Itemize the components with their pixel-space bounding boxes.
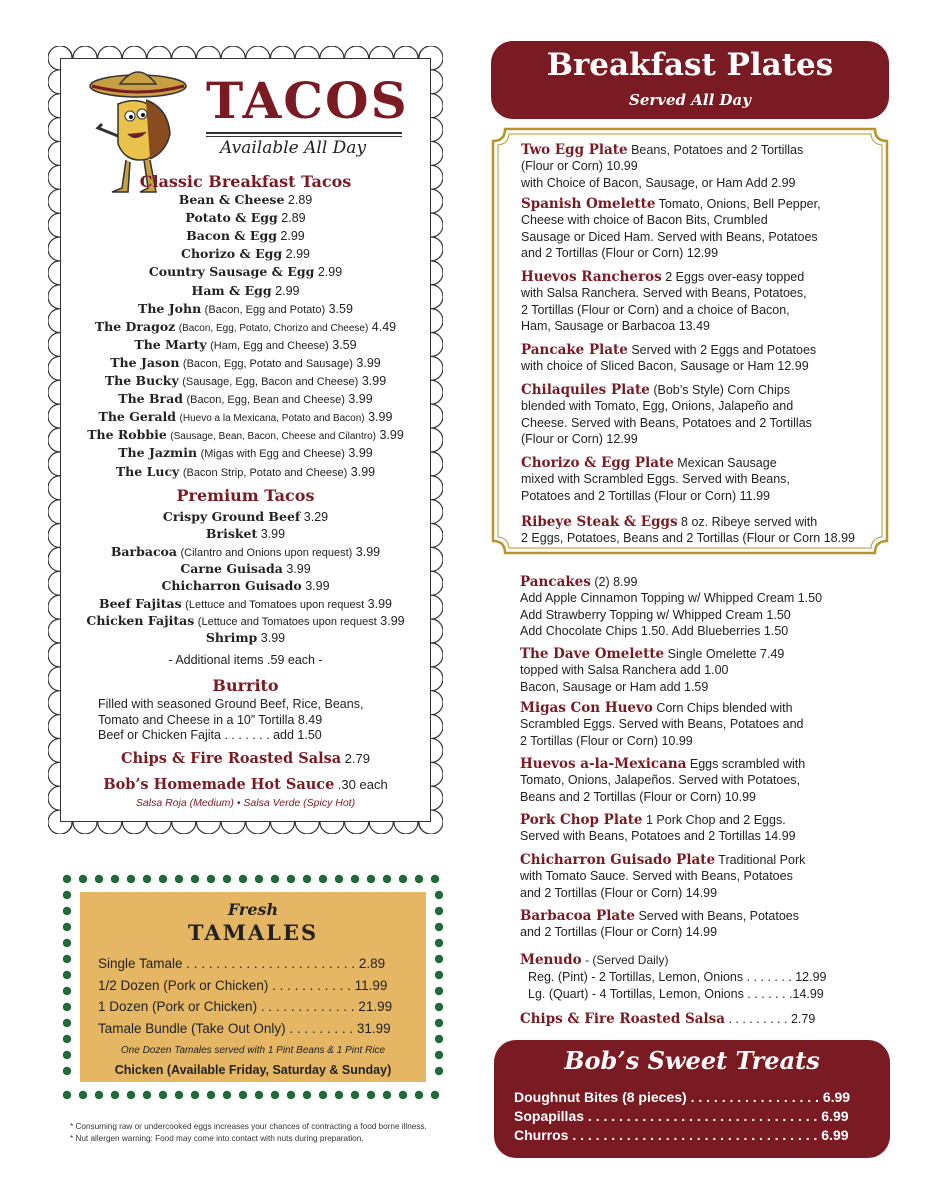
classic-taco-item (48, 373, 443, 388)
burrito-heading: Burrito (212, 676, 279, 695)
breakfast-plate-desc: 2 Eggs over-easy topped (665, 270, 805, 284)
classic-taco-price: 3.99 (348, 446, 373, 461)
classic-taco-price: 2.99 (275, 283, 300, 298)
breakfast-plate-item (521, 382, 790, 398)
tamale-item: 1 Dozen (Pork or Chicken) . . . . . . . . . . . . . 21.99 (98, 999, 393, 1014)
breakfast-plate-desc: Mexican Sausage (677, 456, 777, 470)
border-dot (399, 1091, 407, 1099)
border-dot (399, 875, 407, 883)
classic-taco-desc: (Bacon, Egg and Potato) (204, 303, 326, 316)
border-dot (79, 875, 87, 883)
premium-taco-item (48, 630, 443, 645)
menudo-name: Menudo (520, 952, 582, 968)
classic-taco-item (48, 464, 443, 479)
premium-taco-name: Chicken Fajitas (86, 612, 195, 628)
tacos-chips-price: 2.79 (344, 751, 370, 766)
classic-taco-name: The Brad (118, 391, 183, 407)
classic-taco-item (48, 337, 443, 352)
breakfast-plate-item (521, 514, 817, 530)
tacos-chips-line (48, 750, 443, 767)
classic-taco-desc: (Huevo a la Mexicana, Potato and Bacon) (179, 413, 365, 425)
classic-taco-price: 2.89 (281, 211, 306, 226)
border-dot (435, 907, 443, 915)
breakfast-dish-name: Pork Chop Plate (520, 812, 643, 828)
breakfast-dish-desc-line: Add Apple Cinnamon Topping w/ Whipped Cream 1.50 (520, 590, 823, 605)
breakfast-plate-desc-line: Cheese. Served with Beans, Potatoes and 2 Tortillas (521, 415, 812, 430)
classic-taco-price: 3.59 (332, 337, 357, 352)
premium-taco-name: Barbacoa (110, 543, 177, 559)
classic-taco-desc: (Migas with Egg and Cheese) (200, 448, 345, 461)
breakfast-plate-item (521, 142, 803, 158)
breakfast-dish-name: Barbacoa Plate (520, 908, 635, 924)
classic-taco-item (48, 192, 443, 207)
border-dot (207, 1091, 215, 1099)
breakfast-dish-desc-line: Bacon, Sausage or Ham add 1.59 (520, 679, 709, 694)
premium-taco-name: Carne Guisada (180, 560, 283, 576)
breakfast-plate-name: Huevos Rancheros (521, 269, 662, 285)
breakfast-subtitle: Served All Day (629, 91, 751, 109)
border-dot (63, 907, 71, 915)
classic-taco-price: 4.49 (371, 319, 397, 334)
breakfast-dish-desc: Eggs scrambled with (689, 757, 806, 771)
border-dot (351, 1091, 359, 1099)
classic-taco-price: 3.99 (356, 355, 381, 370)
tacos-panel (48, 46, 443, 834)
classic-taco-name: Bean & Cheese (178, 192, 285, 207)
border-dot (111, 1091, 119, 1099)
breakfast-dish-desc: Traditional Pork (718, 853, 806, 867)
breakfast-dish-name: Migas Con Huevo (520, 700, 653, 716)
classic-taco-item (48, 319, 443, 334)
breakfast-dish-desc-line: Tomato, Onions, Jalapeños. Served with Potatoes, (520, 772, 801, 787)
classic-taco-desc: (Bacon, Egg, Potato, Chorizo and Cheese) (178, 322, 369, 334)
classic-taco-item (48, 355, 443, 370)
premium-taco-price: 3.99 (260, 527, 286, 542)
classic-taco-price: 2.89 (287, 193, 313, 207)
border-dot (303, 875, 311, 883)
border-dot (159, 875, 167, 883)
breakfast-chips-price: . . . . . . . . . 2.79 (728, 1012, 816, 1026)
tamales-inner-box (80, 892, 426, 1082)
tamales-panel (60, 872, 446, 1102)
classic-taco-price: 3.99 (361, 374, 387, 388)
border-dot (415, 1091, 423, 1099)
premium-taco-item (48, 561, 443, 576)
breakfast-dish-desc-line: Add Chocolate Chips 1.50. Add Blueberries 1.50 (520, 624, 789, 639)
border-dot (255, 1091, 263, 1099)
treat-doughnut-bites: Doughnut Bites (8 pieces) . . . . . . . . . . . . . . . . . 6.99 (514, 1089, 851, 1105)
breakfast-plate-name: Pancake Plate (521, 342, 628, 358)
border-dot (127, 875, 135, 883)
classic-taco-name: The Robbie (87, 427, 167, 443)
breakfast-plate-item (521, 455, 777, 471)
breakfast-plate-desc-line: 2 Tortillas (Flour or Corn) and a choice of Bacon, (521, 302, 790, 317)
classic-taco-price: 3.99 (379, 428, 404, 443)
breakfast-dish-item (520, 908, 799, 924)
premium-taco-price: 3.99 (260, 631, 286, 646)
breakfast-plate-desc-line: (Flour or Corn) 10.99 (521, 158, 638, 173)
border-dot (335, 875, 343, 883)
border-dot (435, 1003, 443, 1011)
tamale-item: 1/2 Dozen (Pork or Chicken) . . . . . . . . . . . 11.99 (98, 977, 388, 993)
border-dot (383, 1091, 391, 1099)
breakfast-dish-name: Chicharron Guisado Plate (520, 852, 716, 868)
breakfast-plate-desc-line: Cheese with choice of Bacon Bits, Crumbled (521, 212, 768, 227)
classic-taco-item (48, 391, 443, 406)
breakfast-dish-desc-line: Add Strawberry Topping w/ Whipped Cream 1.50 (520, 607, 791, 622)
border-dot (431, 1091, 439, 1099)
tacos-title: TACOS (206, 71, 409, 130)
title-rule-bottom (206, 136, 402, 137)
border-dot (95, 1091, 103, 1099)
breakfast-dish-desc: Single Omelette 7.49 (667, 647, 785, 661)
breakfast-dish-item (520, 700, 793, 716)
breakfast-plate-desc-line: blended with Tomato, Egg, Onions, Jalapeño and (521, 398, 794, 413)
footnote-eggs: * Consuming raw or undercooked eggs increases your chances of contracting a food borne illness. (70, 1122, 427, 1131)
classic-taco-item (48, 427, 443, 442)
border-dot (223, 875, 231, 883)
breakfast-plate-name: Ribeye Steak & Eggs (521, 514, 678, 530)
classic-taco-price: 3.99 (348, 392, 373, 407)
border-dot (271, 1091, 279, 1099)
breakfast-plate-desc: Beans, Potatoes and 2 Tortillas (631, 143, 804, 157)
classic-taco-price: 3.99 (368, 410, 393, 425)
border-dot (255, 875, 263, 883)
border-dot (335, 1091, 343, 1099)
classic-heading: Classic Breakfast Tacos (139, 172, 352, 191)
sweet-treats-title: Bob’s Sweet Treats (564, 1046, 820, 1075)
border-dot (95, 875, 103, 883)
classic-taco-name: The Jason (110, 354, 180, 370)
breakfast-dish-name: The Dave Omelette (520, 646, 665, 662)
border-dot (63, 971, 71, 979)
classic-taco-name: Bacon & Egg (186, 228, 277, 244)
tamale-item: Tamale Bundle (Take Out Only) . . . . . . . . . 31.99 (98, 1020, 391, 1036)
border-dot (239, 1091, 247, 1099)
border-dot (175, 875, 183, 883)
classic-taco-name: The John (138, 300, 202, 316)
border-dot (239, 875, 247, 883)
border-dot (63, 1051, 71, 1059)
breakfast-dish-desc: Corn Chips blended with (656, 701, 793, 715)
classic-taco-name: The Bucky (104, 373, 179, 388)
border-dot (367, 1091, 375, 1099)
premium-taco-item (48, 613, 443, 628)
tamales-chicken-note: Chicken (Available Friday, Saturday & Sunday) (114, 1063, 392, 1077)
border-dot (435, 939, 443, 947)
border-dot (435, 1067, 443, 1075)
tamale-item: Single Tamale . . . . . . . . . . . . . . . . . . . . . . . 2.89 (98, 956, 386, 971)
breakfast-plate-item (521, 342, 816, 358)
breakfast-plate-desc: Served with 2 Eggs and Potatoes (631, 343, 817, 357)
breakfast-plate-desc-line: Ham, Sausage or Barbacoa 13.49 (521, 319, 711, 334)
premium-taco-price: 3.99 (286, 561, 311, 576)
breakfast-dish-item (520, 574, 637, 590)
border-dot (63, 987, 71, 995)
border-dot (63, 1067, 71, 1075)
breakfast-dish-desc-line: Scrambled Eggs. Served with Beans, Potatoes and (520, 716, 804, 731)
classic-taco-name: The Gerald (98, 409, 177, 425)
premium-taco-price: 3.99 (367, 596, 392, 611)
border-dot (435, 923, 443, 931)
breakfast-plate-desc: (Bob’s Style) Corn Chips (653, 383, 790, 397)
premium-taco-item (48, 596, 443, 611)
border-dot (79, 1091, 87, 1099)
breakfast-dish-item (520, 852, 805, 868)
premium-taco-name: Shrimp (205, 630, 258, 646)
breakfast-dish-desc-line: topped with Salsa Ranchera add 1.00 (520, 662, 729, 677)
classic-taco-item (48, 301, 443, 316)
breakfast-plate-desc-line: Potatoes and 2 Tortillas (Flour or Corn) 11.99 (521, 488, 770, 503)
classic-taco-name: Chorizo & Egg (181, 246, 283, 262)
premium-taco-name: Chicharron Guisado (161, 578, 302, 594)
classic-taco-price: 2.99 (280, 229, 305, 244)
classic-taco-price: 2.99 (285, 247, 310, 262)
classic-taco-item (48, 409, 443, 424)
breakfast-plate-item (521, 196, 821, 212)
classic-taco-price: 3.59 (328, 301, 353, 316)
breakfast-chips-line (520, 1011, 815, 1027)
border-dot (287, 875, 295, 883)
breakfast-dish-desc-line: Served with Beans, Potatoes and 2 Tortillas 14.99 (520, 828, 796, 843)
classic-taco-name: Ham & Egg (191, 282, 272, 298)
border-dot (63, 923, 71, 931)
premium-taco-name: Crispy Ground Beef (162, 509, 301, 524)
breakfast-plate-desc-line: 2 Eggs, Potatoes, Beans and 2 Tortillas (Flour or Corn 18.99 (521, 530, 855, 545)
breakfast-plate-desc-line: Sausage or Diced Ham. Served with Beans, Potatoes (521, 229, 818, 244)
premium-taco-price: 3.99 (355, 544, 381, 559)
additional-items-note: - Additional items .59 each - (168, 653, 323, 667)
breakfast-plate-name: Chorizo & Egg Plate (521, 455, 674, 471)
classic-taco-name: The Dragoz (94, 318, 176, 334)
border-dot (159, 1091, 167, 1099)
classic-taco-desc: (Sausage, Egg, Bacon and Cheese) (182, 376, 359, 388)
hot-sauce-name: Bob’s Homemade Hot Sauce (103, 776, 335, 793)
breakfast-plate-desc-line: with choice of Sliced Bacon, Sausage or Ham 12.99 (521, 358, 809, 373)
classic-taco-desc: (Bacon Strip, Potato and Cheese) (182, 466, 348, 479)
breakfast-plate-desc-line: (Flour or Corn) 12.99 (521, 432, 638, 447)
border-dot (367, 875, 375, 883)
border-dot (223, 1091, 231, 1099)
breakfast-dish-desc-line: 2 Tortillas (Flour or Corn) 10.99 (520, 733, 693, 748)
border-dot (435, 1051, 443, 1059)
breakfast-plate-desc-line: and 2 Tortillas (Flour or Corn) 12.99 (521, 246, 719, 261)
hot-sauce-line (48, 776, 443, 793)
classic-taco-name: The Marty (134, 336, 207, 352)
border-dot (63, 891, 71, 899)
salsa-options: Salsa Roja (Medium) • Salsa Verde (Spicy Hot) (135, 797, 356, 809)
classic-taco-price: 2.99 (317, 265, 343, 280)
border-dot (319, 1091, 327, 1099)
border-dot (383, 875, 391, 883)
premium-taco-item (48, 578, 443, 593)
classic-taco-price: 3.99 (350, 464, 376, 479)
menudo-lg: Lg. (Quart) - 4 Tortillas, Lemon, Onions . . . . . . .14.99 (528, 987, 824, 1001)
border-dot (111, 875, 119, 883)
border-dot (431, 875, 439, 883)
treat-churros: Churros . . . . . . . . . . . . . . . . . . . . . . . . . . . . . . . . 6.99 (514, 1127, 849, 1143)
premium-taco-desc: (Cilantro and Onions upon request) (180, 546, 353, 559)
hot-sauce-price: .30 each (337, 777, 388, 792)
breakfast-dish-desc: 1 Pork Chop and 2 Eggs. (646, 813, 786, 827)
burrito-line: Filled with seasoned Ground Beef, Rice, Beans, (98, 697, 364, 711)
border-dot (303, 1091, 311, 1099)
premium-taco-price: 3.99 (305, 579, 330, 594)
border-dot (127, 1091, 135, 1099)
breakfast-plate-desc-line: with Choice of Bacon, Sausage, or Ham Add 2.99 (521, 175, 796, 190)
border-dot (435, 987, 443, 995)
breakfast-dish-desc-line: Beans and 2 Tortillas (Flour or Corn) 10.99 (520, 789, 756, 804)
breakfast-dish-desc: (2) 8.99 (594, 575, 638, 589)
border-dot (351, 875, 359, 883)
premium-taco-item (48, 526, 443, 541)
breakfast-plate-desc-line: with Salsa Ranchera. Served with Beans, Potatoes, (521, 285, 807, 300)
menudo-note: - (Served Daily) (585, 953, 669, 967)
border-dot (63, 1035, 71, 1043)
classic-taco-name: The Jazmin (118, 445, 198, 461)
breakfast-header (491, 41, 889, 119)
border-dot (435, 955, 443, 963)
premium-taco-price: 3.29 (303, 510, 329, 524)
classic-taco-desc: (Sausage, Bean, Bacon, Cheese and Cilantro) (170, 431, 376, 443)
border-dot (435, 971, 443, 979)
border-dot (63, 939, 71, 947)
border-dot (63, 1003, 71, 1011)
breakfast-dish-desc-line: and 2 Tortillas (Flour or Corn) 14.99 (520, 885, 718, 900)
border-dot (143, 875, 151, 883)
border-dot (207, 875, 215, 883)
breakfast-dish-desc: Served with Beans, Potatoes (638, 909, 799, 923)
tamales-note: One Dozen Tamales served with 1 Pint Beans & 1 Pint Rice (120, 1045, 386, 1056)
premium-taco-name: Brisket (205, 526, 258, 542)
border-dot (435, 1019, 443, 1027)
breakfast-plate-desc: 8 oz. Ribeye served with (681, 515, 818, 529)
classic-taco-name: The Lucy (115, 463, 180, 479)
border-dot (319, 875, 327, 883)
border-dot (63, 1019, 71, 1027)
classic-taco-desc: (Ham, Egg and Cheese) (210, 339, 329, 352)
breakfast-plate-name: Chilaquiles Plate (521, 382, 650, 398)
breakfast-plate-name: Two Egg Plate (521, 142, 628, 158)
menudo-heading (520, 952, 668, 968)
border-dot (435, 891, 443, 899)
premium-heading: Premium Tacos (176, 486, 315, 505)
premium-taco-price: 3.99 (380, 613, 405, 628)
breakfast-dish-item (520, 646, 784, 662)
breakfast-dish-desc-line: and 2 Tortillas (Flour or Corn) 14.99 (520, 924, 718, 939)
classic-taco-item (48, 264, 443, 279)
tacos-chips-name: Chips & Fire Roasted Salsa (121, 750, 342, 767)
classic-taco-item (48, 228, 443, 243)
border-dot (191, 875, 199, 883)
classic-taco-name: Country Sausage & Egg (148, 264, 315, 280)
breakfast-plate-desc: Tomato, Onions, Bell Pepper, (658, 197, 821, 211)
breakfast-plate-item (521, 269, 804, 285)
classic-taco-name: Potato & Egg (185, 210, 278, 226)
border-dot (271, 875, 279, 883)
breakfast-dish-name: Huevos a-la-Mexicana (520, 756, 687, 772)
border-dot (175, 1091, 183, 1099)
breakfast-dish-name: Pancakes (520, 574, 591, 590)
treat-sopapillas: Sopapillas . . . . . . . . . . . . . . . . . . . . . . . . . . . . . . 6.99 (514, 1108, 849, 1124)
border-dot (143, 1091, 151, 1099)
sweet-treats-box (494, 1040, 890, 1158)
premium-taco-desc: (Lettuce and Tomatoes upon request (185, 598, 365, 611)
breakfast-plate-name: Spanish Omelette (521, 196, 656, 212)
premium-taco-item (48, 509, 443, 524)
breakfast-dish-item (520, 812, 786, 828)
premium-taco-name: Beef Fajitas (99, 595, 182, 611)
classic-taco-item (48, 283, 443, 298)
breakfast-dish-item (520, 756, 805, 772)
tamales-title: TAMALES (187, 920, 319, 945)
classic-taco-desc: (Bacon, Egg, Potato and Sausage) (182, 357, 353, 370)
border-dot (63, 875, 71, 883)
classic-taco-desc: (Bacon, Egg, Bean and Cheese) (186, 394, 345, 407)
classic-taco-item (48, 445, 443, 460)
breakfast-plate-desc-line: mixed with Scrambled Eggs. Served with Beans, (521, 471, 790, 486)
menudo-reg: Reg. (Pint) - 2 Tortillas, Lemon, Onions . . . . . . . 12.99 (528, 970, 827, 984)
tamales-fresh: Fresh (227, 900, 279, 919)
border-dot (415, 875, 423, 883)
premium-taco-item (48, 544, 443, 559)
tacos-subtitle: Available All Day (220, 138, 367, 158)
border-dot (435, 1035, 443, 1043)
border-dot (63, 955, 71, 963)
border-dot (191, 1091, 199, 1099)
burrito-line: Beef or Chicken Fajita . . . . . . . add 1.50 (98, 728, 322, 742)
border-dot (63, 1091, 71, 1099)
breakfast-dish-desc-line: with Tomato Sauce. Served with Beans, Potatoes (520, 868, 793, 883)
title-rule-top (206, 132, 402, 134)
breakfast-chips-name: Chips & Fire Roasted Salsa (520, 1011, 725, 1027)
footnote-nuts: * Nut allergen warning: Food may come into contact with nuts during preparation. (70, 1134, 364, 1143)
classic-taco-item (48, 246, 443, 261)
border-dot (287, 1091, 295, 1099)
breakfast-title: Breakfast Plates (546, 47, 834, 83)
burrito-line: Tomato and Cheese in a 10” Tortilla 8.49 (98, 712, 323, 727)
premium-taco-desc: (Lettuce and Tomatoes upon request (197, 615, 377, 628)
classic-taco-item (48, 210, 443, 225)
